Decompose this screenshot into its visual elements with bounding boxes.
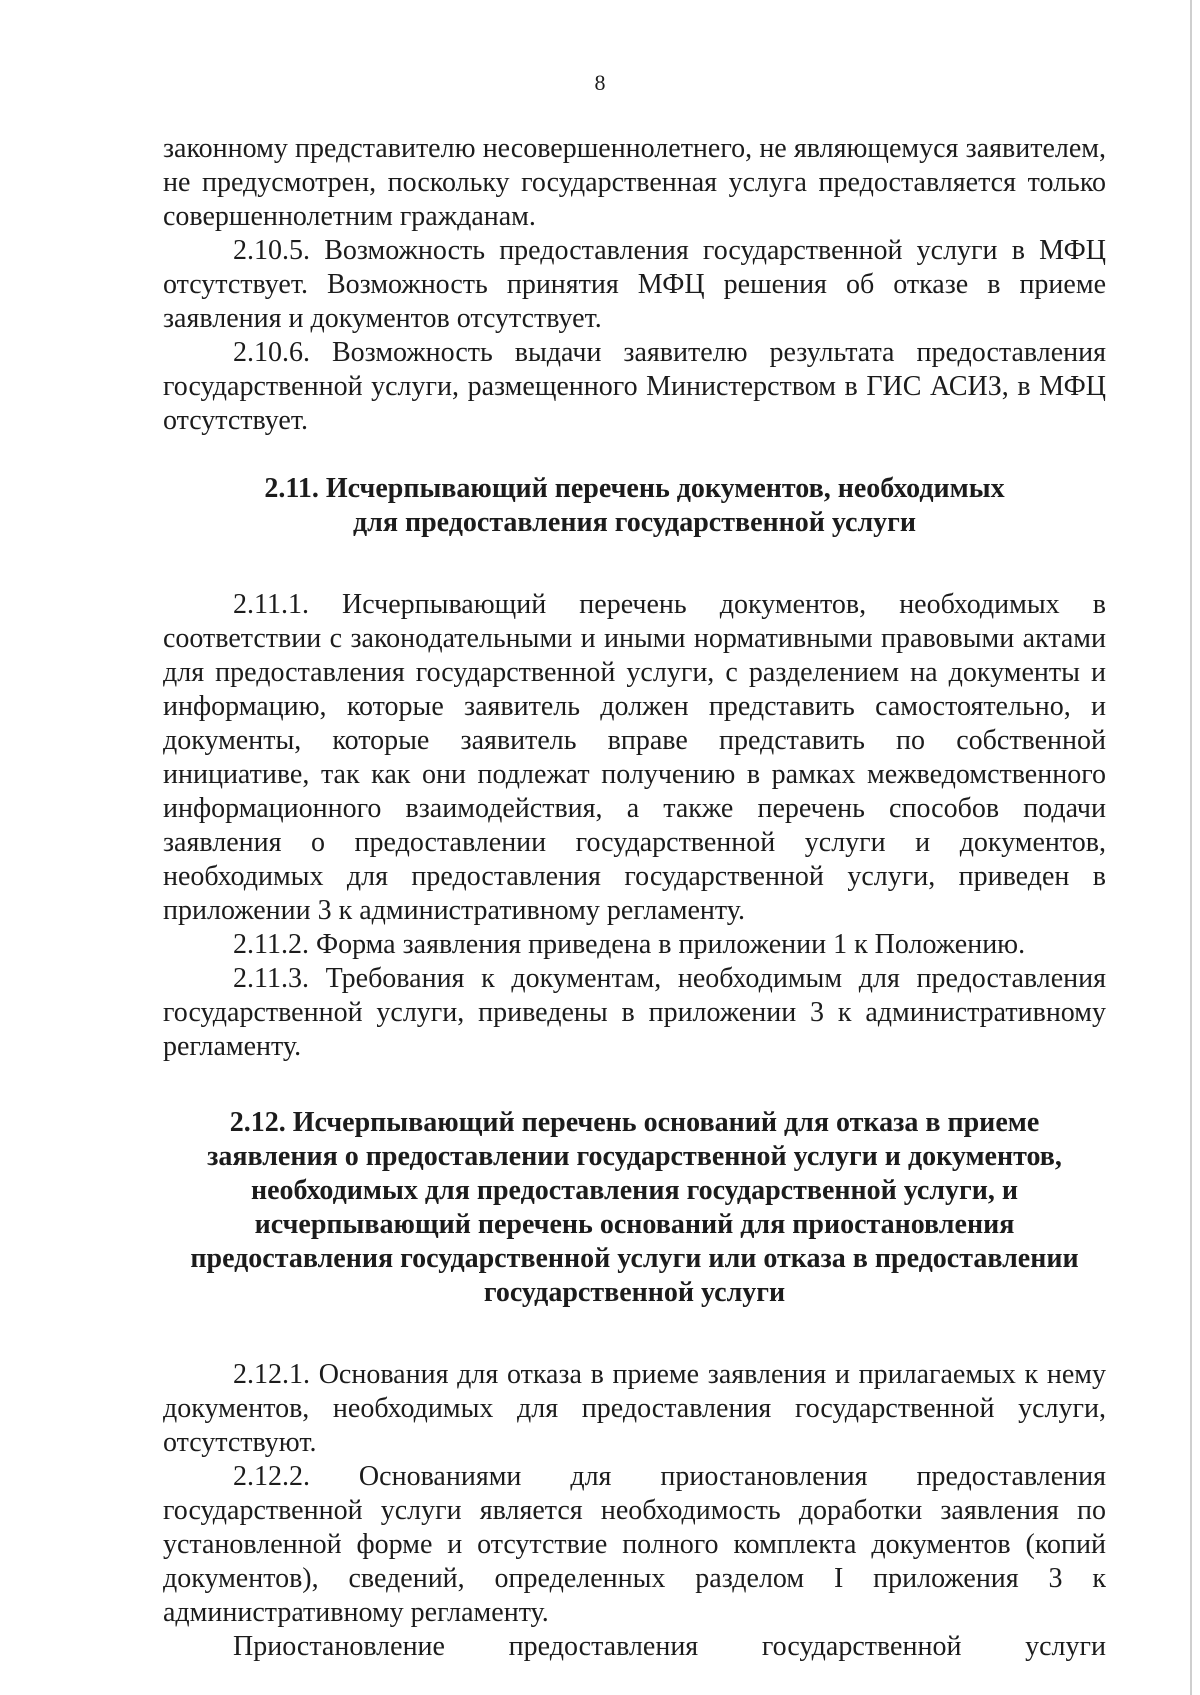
heading-line: заявления о предоставлении государственной услуги и документов,	[207, 1141, 1062, 1172]
paragraph-2-10-6: 2.10.6. Возможность выдачи заявителю результата предоставления государственной услуги, размещенного Министерством в ГИС АСИЗ, в МФЦ отсутствует.	[163, 337, 1106, 436]
scan-page-edge	[1190, 0, 1192, 1695]
heading-line: для предоставления государственной услуги	[352, 507, 917, 538]
paragraph-2-11-3: 2.11.3. Требования к документам, необходимым для предоставления государственной услуги, приведены в приложении 3 к административному регламенту.	[163, 963, 1106, 1062]
section-heading-2-12	[163, 1106, 1106, 1310]
document-body	[163, 132, 1106, 1664]
heading-line: государственной услуги	[483, 1277, 786, 1308]
heading-line: 2.11. Исчерпывающий перечень документов, необходимых	[264, 473, 1005, 504]
page-number: 8	[594, 70, 606, 95]
paragraph-2-10-5: 2.10.5. Возможность предоставления государственной услуги в МФЦ отсутствует. Возможность принятия МФЦ решения об отказе в приеме заявления и документов отсутствует.	[163, 235, 1106, 334]
heading-line: исчерпывающий перечень оснований для приостановления	[254, 1209, 1015, 1240]
paragraph-continuation: законному представителю несовершеннолетнего, не являющемуся заявителем, не предусмотрен, поскольку государственная услуга предоставляется только совершеннолетним гражданам.	[163, 133, 1106, 232]
paragraph-2-11-2: 2.11.2. Форма заявления приведена в приложении 1 к Положению.	[233, 929, 1026, 960]
cutoff-word: Приостановление	[233, 1631, 445, 1662]
paragraph-cutoff-line	[163, 1630, 1106, 1664]
heading-line: 2.12. Исчерпывающий перечень оснований для отказа в приеме	[229, 1107, 1040, 1138]
heading-line: предоставления государственной услуги или отказа в предоставлении	[190, 1243, 1079, 1274]
paragraph-2-12-1: 2.12.1. Основания для отказа в приеме заявления и прилагаемых к нему документов, необходимых для предоставления государственной услуги, отсутствуют.	[163, 1359, 1106, 1458]
cutoff-word: государственной	[761, 1631, 962, 1662]
paragraph-2-12-2: 2.12.2. Основаниями для приостановления предоставления государственной услуги является необходимость доработки заявления по установленной форме и отсутствие полного комплекта документов (копий документов), сведений, определенных разделом I приложения 3 к административному регламенту.	[163, 1461, 1106, 1628]
cutoff-word: услуги	[1025, 1631, 1106, 1662]
paragraph-2-11-1: 2.11.1. Исчерпывающий перечень документов, необходимых в соответствии с законодательными и иными нормативными правовыми актами для предоставления государственной услуги, с разделением на документы и информацию, которые заявитель должен представить самостоятельно, и документы, которые заявитель вправе представить по собственной инициативе, так как они подлежат получению в рамках межведомственного информационного взаимодействия, а также перечень способов подачи заявления о предоставлении государственной услуги и документов, необходимых для предоставления государственной услуги, приведен в приложении 3 к административному регламенту.	[163, 589, 1106, 926]
heading-line: необходимых для предоставления государственной услуги, и	[250, 1175, 1019, 1206]
section-heading-2-11	[163, 472, 1106, 540]
cutoff-word: предоставления	[508, 1631, 699, 1662]
